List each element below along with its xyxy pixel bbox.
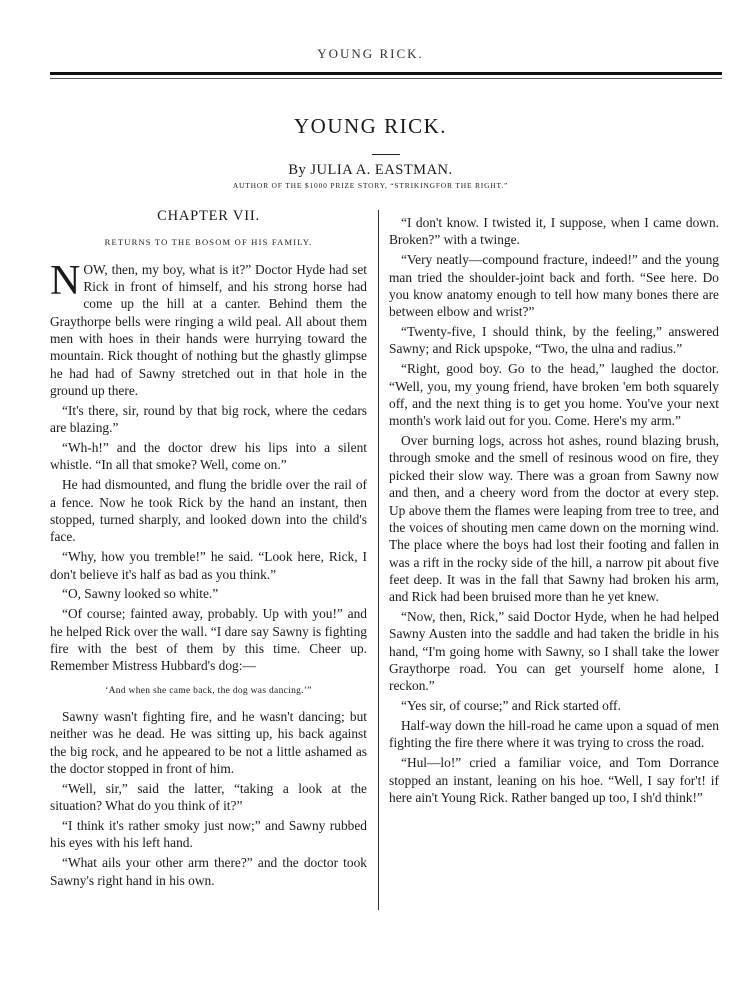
paragraph: “Right, good boy. Go to the head,” laughed the doctor. “Well, you, my young friend, have broken 'em both squarely off, and the next thing is to get you home. You've your next month's work laid out for you. Come. Here's my arm.” <box>389 361 719 429</box>
paragraph: “Twenty-five, I should think, by the feeling,” answered Sawny; and Rick upspoke, “Two, the ulna and radius.” <box>389 324 719 357</box>
title-divider <box>372 154 400 155</box>
paragraph: “What ails your other arm there?” and the doctor took Sawny's right hand in his own. <box>50 855 367 888</box>
chapter-subtitle: RETURNS TO THE BOSOM OF HIS FAMILY. <box>104 237 313 248</box>
paragraph: “Yes sir, of course;” and Rick started off. <box>401 698 621 714</box>
paragraph: Over burning logs, across hot ashes, round blazing brush, through smoke and the smell of resinous wood on fire, they picked their slow way. There was a groan from Sawny now and then, and a cheery word from the doctor at every step. Up above them the flames were leaping from tree to tree, and the voices of shouting men came down on the morning wind. The place where the boys had lost their footing and fallen in was a rift in the rocky side of the hill, a narrow pit about five feet deep. It was in the fall that Sawny had broken his arm, and Rick had been bruised more than he yet knew. <box>389 433 719 605</box>
paragraph: Sawny wasn't fighting fire, and he wasn't dancing; but neither was he dead. He was sitting up, his back against the big rock, and he appeared to be not a little ashamed as the doctor stopped in front of him. <box>50 708 367 776</box>
byline: By JULIA A. EASTMAN. <box>288 162 453 178</box>
column-divider <box>378 210 379 910</box>
paragraph: “It's there, sir, round by that big rock, where the cedars are blazing.” <box>50 402 367 436</box>
author-note: AUTHOR OF THE $1000 PRIZE STORY, “STRIKINGFOR THE RIGHT.” <box>232 181 509 190</box>
paragraph: Half-way down the hill-road he came upon a squad of men fighting the fire there where it was trying to cross the road. <box>389 718 719 751</box>
drop-cap: N <box>50 257 81 304</box>
paragraph: “O, Sawny looked so white.” <box>62 586 219 602</box>
paragraph-text: OW, then, my boy, what is it?” Doctor Hyde had set Rick in front of himself, and his strong horse had come up the hill at a canter. Behind them the Graythorpe bells were ringing a wild peal. All about them men with hoes in their hands were hurrying toward the mountain. Rick thought of nothing but the ghastly glimpse he had had of Sawny stretched out in that hole in the ground up there. <box>50 261 367 399</box>
paragraph: “Very neatly—compound fracture, indeed!” and the young man tried the shoulder-joint back and forth. “See here. Do you know anatomy enough to tell how many bones there are between elbow and wrist?” <box>389 252 719 320</box>
paragraph: “Of course; fainted away, probably. Up with you!” and he helped Rick over the wall. “I dare say Sawny is fighting fire with the best of them by this time. Cheer up. Remember Mistress Hubbard's dog:— <box>50 606 367 674</box>
paragraph: “Now, then, Rick,” said Doctor Hyde, when he had helped Sawny Austen into the saddle and had taken the bridle in his hand, “I'm going home with Sawny, so I shall take the lower Graythorpe road. You can get yourself home alone, I reckon.” <box>389 609 719 694</box>
article-title: YOUNG RICK. <box>294 114 447 138</box>
paragraph: He had dismounted, and flung the bridle over the rail of a fence. Now he took Rick by the hand an instant, then stopped, turned sharply, and looked down into the child's face. <box>50 477 367 545</box>
running-head: YOUNG RICK. <box>317 46 424 61</box>
header-rule-heavy <box>50 72 722 75</box>
paragraph: “I don't know. I twisted it, I suppose, when I came down. Broken?” with a twinge. <box>389 215 719 248</box>
paragraph: “I think it's rather smoky just now;” and Sawny rubbed his eyes with his left hand. <box>50 818 367 851</box>
paragraph: “Why, how you tremble!” he said. “Look here, Rick, I don't believe it's half as bad as you think.” <box>50 549 367 582</box>
header-rule-thin <box>50 78 722 79</box>
paragraph: “Hul—lo!” cried a familiar voice, and Tom Dorrance stopped an instant, leaning on his hoe. “Well, I say for't! if here ain't Young Rick. Rather banged up too, I sh'd think!” <box>389 755 719 805</box>
right-column <box>389 214 719 809</box>
paragraph <box>50 257 367 400</box>
left-column <box>50 208 367 891</box>
verse-quote: ‘And when she came back, the dog was dancing.’” <box>105 685 312 696</box>
paragraph: “Well, sir,” said the latter, “taking a look at the situation? What do you think of it?” <box>50 780 367 814</box>
chapter-title: CHAPTER VII. <box>157 208 260 224</box>
paragraph: “Wh-h!” and the doctor drew his lips into a silent whistle. “In all that smoke? Well, come on.” <box>50 440 367 473</box>
